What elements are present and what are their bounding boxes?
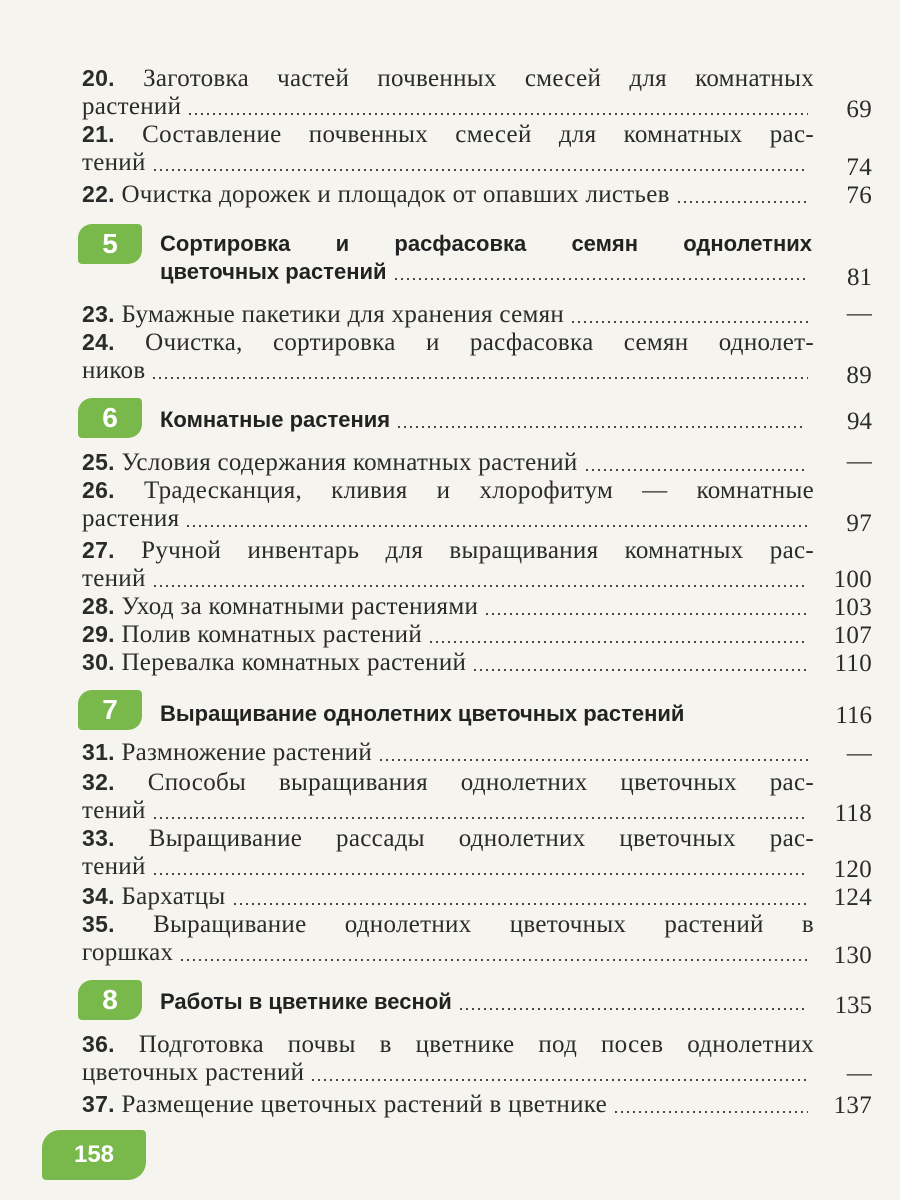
entry-title-cont: тений xyxy=(82,149,146,176)
entry-page: 120 xyxy=(833,856,872,883)
entry-title-cont: растений xyxy=(82,93,182,120)
chapter-number-badge: 6 xyxy=(78,398,142,438)
entry-page: 137 xyxy=(833,1092,872,1119)
entry-title: Заготовка частей почвенных смесей для комнатных xyxy=(143,65,814,92)
toc-entry xyxy=(82,300,872,329)
entry-title-cont: тений xyxy=(82,565,146,592)
leader-dots xyxy=(484,613,808,615)
chapter-number-badge: 7 xyxy=(78,690,142,730)
entry-page: 130 xyxy=(833,942,872,969)
entry-title-cont: горшках xyxy=(82,939,174,966)
leader-dots xyxy=(187,113,808,115)
entry-number: 28. xyxy=(82,593,115,619)
leader-dots xyxy=(428,641,808,643)
entry-page: 69 xyxy=(846,96,872,123)
toc-entry xyxy=(82,180,872,209)
toc-entry xyxy=(82,738,872,767)
chapter-title: Комнатные растения xyxy=(160,407,391,432)
leader-dots xyxy=(152,169,808,171)
entry-page: 124 xyxy=(833,884,872,911)
toc-entry xyxy=(82,1090,872,1119)
entry-title: Уход за комнатными растениями xyxy=(121,593,479,620)
leader-dots xyxy=(185,525,808,527)
entry-title-cont: тений xyxy=(82,853,146,880)
toc-entry xyxy=(82,448,872,477)
entry-title: Условия содержания комнатных растений xyxy=(121,449,578,476)
toc-entry xyxy=(82,328,872,389)
leader-dots xyxy=(584,469,808,471)
entry-title: Бумажные пакетики для хранения семян xyxy=(121,301,565,328)
leader-dots xyxy=(152,585,808,587)
chapter-page: 135 xyxy=(834,992,872,1019)
entry-title: Полив комнатных растений xyxy=(121,621,423,648)
chapter-title: Сортировка и расфасовка семян однолетних xyxy=(160,231,812,256)
toc-entry xyxy=(82,64,872,121)
entry-title: Бархатцы xyxy=(121,883,226,910)
toc-entry xyxy=(82,1030,872,1087)
entry-page: — xyxy=(846,1060,872,1087)
page-number-badge: 158 xyxy=(42,1130,146,1180)
entry-page: 89 xyxy=(846,362,872,389)
entry-title: Ручной инвентарь для выращивания комнатных рас- xyxy=(141,537,814,564)
entry-title-cont: цветочных растений xyxy=(82,1059,305,1086)
entry-title: Размножение растений xyxy=(121,739,373,766)
chapter-title: Выращивание однолетних цветочных растений xyxy=(160,701,685,726)
entry-page: 74 xyxy=(846,154,872,181)
chapter-number-badge: 5 xyxy=(78,224,142,264)
toc-entry xyxy=(82,910,872,967)
entry-number: 27. xyxy=(82,537,115,563)
entry-title: Выращивание рассады однолетних цветочных рас- xyxy=(148,825,814,852)
entry-number: 34. xyxy=(82,883,115,909)
chapter-page: 94 xyxy=(847,408,872,435)
chapter-number-badge: 8 xyxy=(78,980,142,1020)
entry-number: 29. xyxy=(82,621,115,647)
toc-entry xyxy=(82,648,872,677)
entry-number: 20. xyxy=(82,65,115,91)
entry-title: Традесканция, кливия и хлорофитум — комнатные xyxy=(143,477,814,504)
entry-page: 110 xyxy=(834,650,872,677)
leader-dots xyxy=(232,903,808,905)
leader-dots xyxy=(310,1079,808,1081)
entry-number: 22. xyxy=(82,181,115,207)
entry-number: 37. xyxy=(82,1091,115,1117)
entry-title-cont: тений xyxy=(82,797,146,824)
chapter-page: 116 xyxy=(835,702,872,729)
entry-title: Размещение цветочных растений в цветнике xyxy=(121,1091,607,1118)
leader-dots xyxy=(378,759,808,761)
entry-page: — xyxy=(846,300,872,327)
toc-entry xyxy=(82,120,872,181)
toc-entry xyxy=(82,536,872,593)
entry-page: — xyxy=(846,740,872,767)
entry-title: Очистка дорожек и площадок от опавших листьев xyxy=(121,181,670,208)
leader-dots xyxy=(613,1111,808,1113)
leader-dots xyxy=(393,278,806,280)
entry-title: Способы выращивания однолетних цветочных рас- xyxy=(147,769,814,796)
leader-dots xyxy=(179,959,808,961)
entry-number: 35. xyxy=(82,911,115,937)
entry-number: 23. xyxy=(82,301,115,327)
entry-title: Составление почвенных смесей для комнатных рас- xyxy=(142,121,814,148)
entry-title-cont: ников xyxy=(82,357,146,384)
entry-title: Подготовка почвы в цветнике под посев однолетних xyxy=(138,1031,814,1058)
toc-entry xyxy=(82,882,872,911)
entry-page: 100 xyxy=(833,566,872,593)
leader-dots xyxy=(396,426,806,428)
chapter-title-cont: цветочных растений xyxy=(160,259,387,284)
entry-page: 76 xyxy=(846,182,872,209)
entry-page: 103 xyxy=(833,594,872,621)
entry-number: 26. xyxy=(82,477,115,503)
entry-number: 25. xyxy=(82,449,115,475)
chapter-title: Работы в цветнике весной xyxy=(160,989,452,1014)
toc-entry xyxy=(82,620,872,649)
leader-dots xyxy=(472,669,808,671)
entry-number: 30. xyxy=(82,649,115,675)
leader-dots xyxy=(151,377,808,379)
toc-entry xyxy=(82,824,872,881)
leader-dots xyxy=(570,321,808,323)
entry-page: 118 xyxy=(834,800,872,827)
entry-title: Выращивание однолетних цветочных растений в xyxy=(153,911,814,938)
entry-title: Очистка, сортировка и расфасовка семян однолет- xyxy=(145,329,814,356)
entry-number: 36. xyxy=(82,1031,115,1057)
entry-number: 21. xyxy=(82,121,115,147)
chapter-page: 81 xyxy=(847,264,872,291)
entry-number: 33. xyxy=(82,825,115,851)
toc-entry xyxy=(82,592,872,621)
leader-dots xyxy=(676,201,808,203)
entry-title: Перевалка комнатных растений xyxy=(121,649,467,676)
entry-page: — xyxy=(846,448,872,475)
entry-page: 107 xyxy=(833,622,872,649)
leader-dots xyxy=(152,817,808,819)
toc-entry xyxy=(82,476,872,537)
leader-dots xyxy=(152,873,808,875)
entry-page: 97 xyxy=(846,510,872,537)
toc-entry xyxy=(82,768,872,825)
entry-number: 32. xyxy=(82,769,115,795)
entry-number: 24. xyxy=(82,329,115,355)
entry-number: 31. xyxy=(82,739,115,765)
leader-dots xyxy=(458,1008,806,1010)
entry-title-cont: растения xyxy=(82,505,180,532)
